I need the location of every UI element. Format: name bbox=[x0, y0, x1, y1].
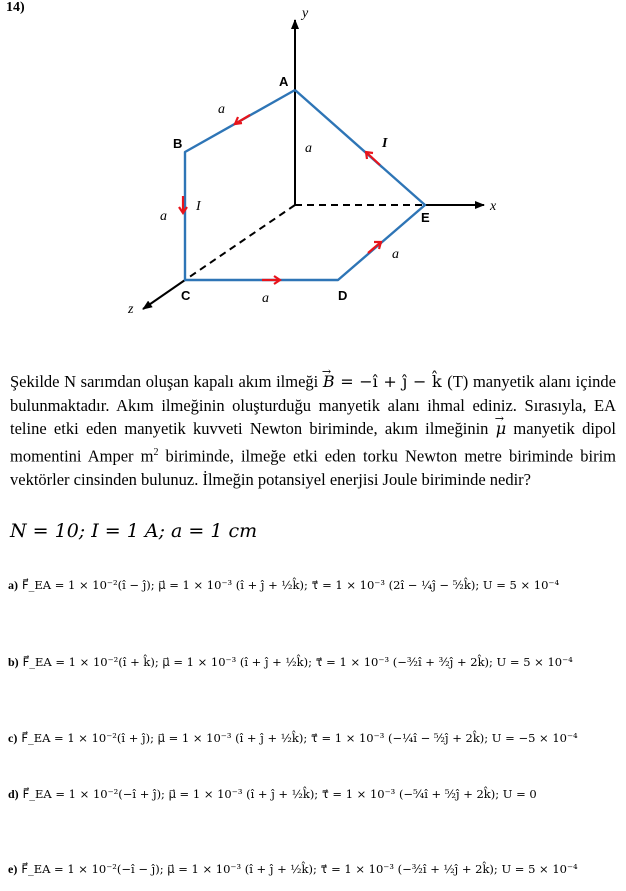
z-axis-dashed bbox=[185, 205, 295, 280]
point-label-a: A bbox=[279, 74, 289, 89]
point-label-c: C bbox=[181, 288, 191, 303]
current-arrow-de bbox=[368, 242, 381, 253]
label-a-cd: a bbox=[262, 291, 269, 306]
problem-text-1: Şekilde N sarımdan oluşan kapalı akım ilmeği bbox=[10, 372, 323, 391]
option-e[interactable] bbox=[8, 862, 578, 877]
option-key: e) bbox=[8, 862, 18, 876]
problem-text-2: (T) manyetik alanı içinde bulunmaktadır. Akım ilmeğinin oluşturduğu manyetik alanı ihmal ediniz. Sırasıyla, EA teline etki eden manyetik kuvveti Newton biriminde, akım ilmeğinin bbox=[10, 372, 616, 438]
option-a[interactable] bbox=[8, 578, 559, 593]
label-a-bc: a bbox=[160, 209, 167, 224]
b-field-expression: = −î + ĵ − k̂ bbox=[334, 372, 448, 391]
current-arrow-ab bbox=[235, 115, 250, 124]
option-text: F⃗_EA = 1 × 10⁻²(−î − ĵ); μ⃗ = 1 × 10⁻³ (î + ĵ + ½k̂); τ⃗ = 1 × 10⁻³ (−³⁄₂î + ½ĵ + 2k̂); U = 5 × 10⁻⁴ bbox=[21, 862, 578, 876]
option-key: b) bbox=[8, 655, 19, 669]
label-a-height: a bbox=[305, 141, 312, 156]
label-a-de: a bbox=[392, 247, 399, 262]
option-key: c) bbox=[8, 731, 18, 745]
option-text: F⃗_EA = 1 × 10⁻²(î + k̂); μ⃗ = 1 × 10⁻³ (î + ĵ + ½k̂); τ⃗ = 1 × 10⁻³ (−³⁄₂î + ³⁄₂ĵ + 2k̂); U = 5 × 10⁻⁴ bbox=[22, 655, 573, 669]
current-loop-figure bbox=[0, 0, 626, 340]
problem-text-3: manyetik dipol momentini Amper m bbox=[10, 419, 617, 465]
current-loop-wire bbox=[185, 90, 425, 280]
option-b[interactable] bbox=[8, 655, 573, 670]
point-label-d: D bbox=[338, 288, 348, 303]
option-key: d) bbox=[8, 787, 19, 801]
option-text: F⃗_EA = 1 × 10⁻²(î + ĵ); μ⃗ = 1 × 10⁻³ (î + ĵ + ½k̂); τ⃗ = 1 × 10⁻³ (−¼î − ⁵⁄₂ĵ + 2k̂); U = −5 × 10⁻⁴ bbox=[21, 731, 578, 745]
option-text: F⃗_EA = 1 × 10⁻²(−î + ĵ); μ⃗ = 1 × 10⁻³ (î + ĵ + ½k̂); τ⃗ = 1 × 10⁻³ (−⁵⁄₄î + ⁵⁄₂ĵ + 2k̂); U = 0 bbox=[22, 787, 537, 801]
unit-superscript: 2 bbox=[153, 446, 159, 458]
y-axis-label: y bbox=[302, 6, 309, 21]
label-a-ab: a bbox=[218, 102, 225, 117]
z-axis bbox=[143, 280, 185, 309]
point-label-b: B bbox=[173, 136, 183, 151]
point-label-e: E bbox=[421, 210, 430, 225]
option-c[interactable] bbox=[8, 731, 578, 746]
z-axis-label: z bbox=[128, 302, 134, 317]
problem-statement bbox=[10, 370, 616, 491]
problem-text-4: biriminde, ilmeğe etki eden torku Newton metre biriminde birim vektörler cinsinden bulunuz. İlmeğin potansiyel enerjisi Joule biriminde nedir? bbox=[10, 446, 616, 489]
current-arrow-cd bbox=[262, 276, 280, 284]
label-current-bc: I bbox=[196, 199, 201, 214]
b-field-symbol: → B bbox=[323, 372, 335, 391]
label-current-ea: I bbox=[382, 136, 388, 151]
mu-symbol: → μ bbox=[496, 419, 506, 438]
given-values: N = 10; I = 1 A; a = 1 cm bbox=[10, 520, 258, 542]
x-axis-label: x bbox=[490, 199, 497, 214]
option-text: F⃗_EA = 1 × 10⁻²(î − ĵ); μ⃗ = 1 × 10⁻³ (î + ĵ + ½k̂); τ⃗ = 1 × 10⁻³ (2î − ¼ĵ − ⁵⁄₂k̂); U = 5 × 10⁻⁴ bbox=[22, 578, 560, 592]
option-key: a) bbox=[8, 578, 18, 592]
option-d[interactable] bbox=[8, 787, 537, 802]
current-arrow-ea bbox=[366, 152, 380, 165]
question-number: 14) bbox=[6, 0, 25, 15]
